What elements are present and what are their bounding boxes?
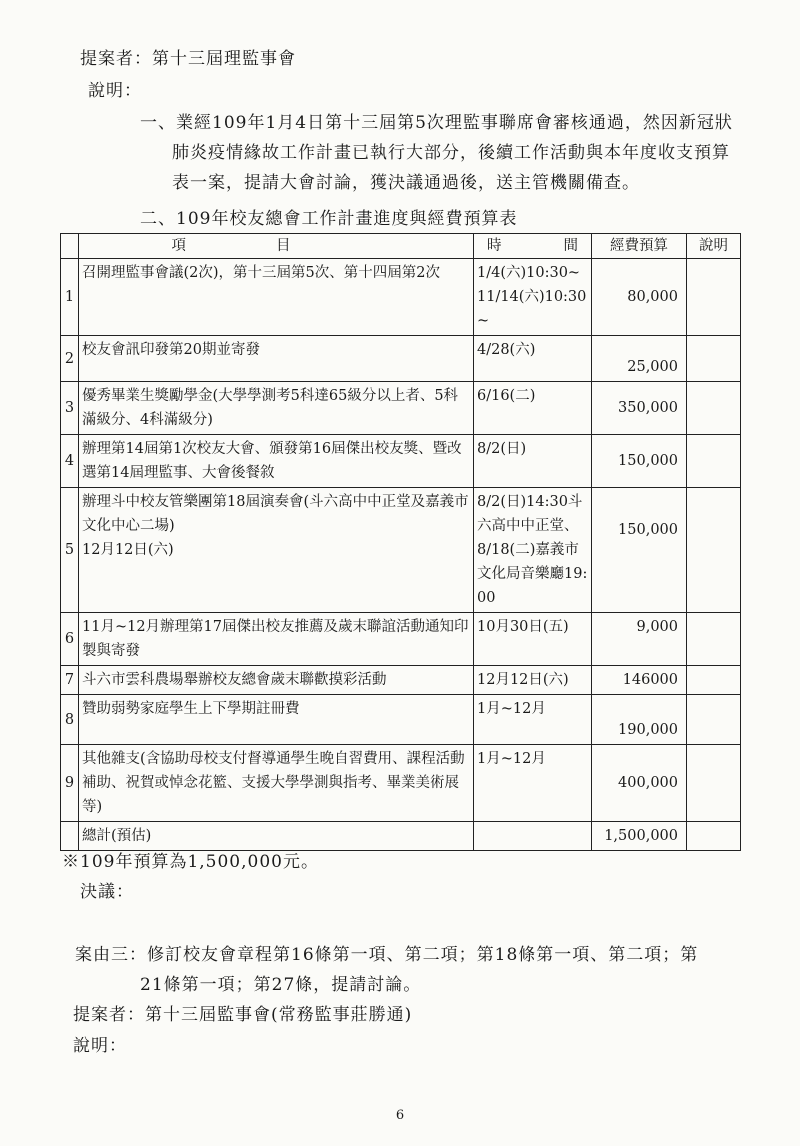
table-row <box>61 435 741 488</box>
total-note <box>687 822 741 851</box>
case-three-line-one: 案由三：修訂校友會章程第16條第一項、第二項；第18條第一項、第二項；第 <box>75 945 699 965</box>
row-budget: 150,000 <box>592 488 687 613</box>
budget-table <box>60 233 741 851</box>
row-note <box>687 488 741 613</box>
row-number: 2 <box>61 336 79 382</box>
row-budget: 150,000 <box>592 435 687 488</box>
total-time <box>474 822 592 851</box>
page-number: 6 <box>395 1108 405 1123</box>
row-note <box>687 666 741 695</box>
row-item: 召開理監事會議(2次)，第十三屆第5次、第十四屆第2次 <box>79 259 474 336</box>
row-note <box>687 613 741 666</box>
row-time: 4/28(六) <box>474 336 592 382</box>
proposer-two-line: 提案者：第十三屆監事會(常務監事莊勝通) <box>73 1005 413 1025</box>
row-number: 9 <box>61 745 79 822</box>
row-note <box>687 695 741 745</box>
row-note <box>687 745 741 822</box>
row-item: 贊助弱勢家庭學生上下學期註冊費 <box>79 695 474 745</box>
row-time: 8/2(日) <box>474 435 592 488</box>
table-caption: 二、109年校友總會工作計畫進度與經費預算表 <box>140 209 518 229</box>
row-time: 10月30日(五) <box>474 613 592 666</box>
table-row <box>61 336 741 382</box>
row-time: 1/4(六)10:30~11/14(六)10:30~ <box>474 259 592 336</box>
row-item: 校友會訊印發第20期並寄發 <box>79 336 474 382</box>
row-time: 8/2(日)14:30斗六高中中正堂、8/18(二)嘉義市文化局音樂廳19:00 <box>474 488 592 613</box>
table-row <box>61 488 741 613</box>
row-note <box>687 259 741 336</box>
resolution-label: 決議： <box>80 882 134 902</box>
row-budget: 350,000 <box>592 382 687 435</box>
row-time: 6/16(二) <box>474 382 592 435</box>
header-budget: 經費預算 <box>592 234 687 259</box>
explanation-two-label: 說明： <box>73 1036 127 1056</box>
row-number: 8 <box>61 695 79 745</box>
row-number: 1 <box>61 259 79 336</box>
table-row <box>61 613 741 666</box>
header-no <box>61 234 79 259</box>
row-item: 辦理第14屆第1次校友大會、頒發第16屆傑出校友獎、暨改選第14屆理監事、大會後餐敘 <box>79 435 474 488</box>
row-time: 1月~12月 <box>474 695 592 745</box>
table-row <box>61 259 741 336</box>
table-row <box>61 695 741 745</box>
row-budget: 190,000 <box>592 695 687 745</box>
row-budget: 9,000 <box>592 613 687 666</box>
row-item-date: 12月12日(六) <box>82 542 174 558</box>
row-item-text: 辦理斗中校友管樂團第18屆演奏會(斗六高中中正堂及嘉義市文化中心二場) <box>82 494 469 534</box>
item-one-paragraph: 一、業經109年1月4日第十三屆第5次理監事聯席會審核通過，然因新冠狀肺炎疫情緣故工作計畫已執行大部分，後續工作活動與本年度收支預算表一案，提請大會討論，獲決議通過後，送主管機關備查。 <box>140 113 733 193</box>
row-number: 7 <box>61 666 79 695</box>
row-budget: 400,000 <box>592 745 687 822</box>
row-budget: 146000 <box>592 666 687 695</box>
explanation-label: 說明： <box>88 81 142 101</box>
row-item: 其他雜支(含協助母校支付督導通學生晚自習費用、課程活動補助、祝賀或悼念花籃、支援大學學測與指考、畢業美術展等) <box>79 745 474 822</box>
row-budget: 25,000 <box>592 336 687 382</box>
row-number: 6 <box>61 613 79 666</box>
header-item: 項目 <box>79 234 474 259</box>
row-note <box>687 336 741 382</box>
header-time: 時 間 <box>474 234 592 259</box>
row-number: 5 <box>61 488 79 613</box>
table-header-row <box>61 234 741 259</box>
row-item: 11月~12月辦理第17屆傑出校友推薦及歲末聯誼活動通知印製與寄發 <box>79 613 474 666</box>
row-item: 斗六市雲科農場舉辦校友總會歲末聯歡摸彩活動 <box>79 666 474 695</box>
header-note: 說明 <box>687 234 741 259</box>
row-item <box>79 488 474 613</box>
row-number: 3 <box>61 382 79 435</box>
row-time: 1月~12月 <box>474 745 592 822</box>
row-note <box>687 435 741 488</box>
row-time: 12月12日(六) <box>474 666 592 695</box>
row-budget: 80,000 <box>592 259 687 336</box>
row-note <box>687 382 741 435</box>
row-number: 4 <box>61 435 79 488</box>
proposer-line: 提案者：第十三屆理監事會 <box>80 49 296 69</box>
table-row <box>61 745 741 822</box>
table-row <box>61 382 741 435</box>
row-item: 優秀畢業生獎勵學金(大學學測考5科達65級分以上者、5科滿級分、4科滿級分) <box>79 382 474 435</box>
table-row <box>61 666 741 695</box>
total-value: 1,500,000 <box>592 822 687 851</box>
total-label: 總計(預估) <box>79 822 474 851</box>
budget-note: ※109年預算為1,500,000元。 <box>62 852 319 872</box>
case-three-line-two: 21條第一項；第27條，提請討論。 <box>140 975 422 995</box>
